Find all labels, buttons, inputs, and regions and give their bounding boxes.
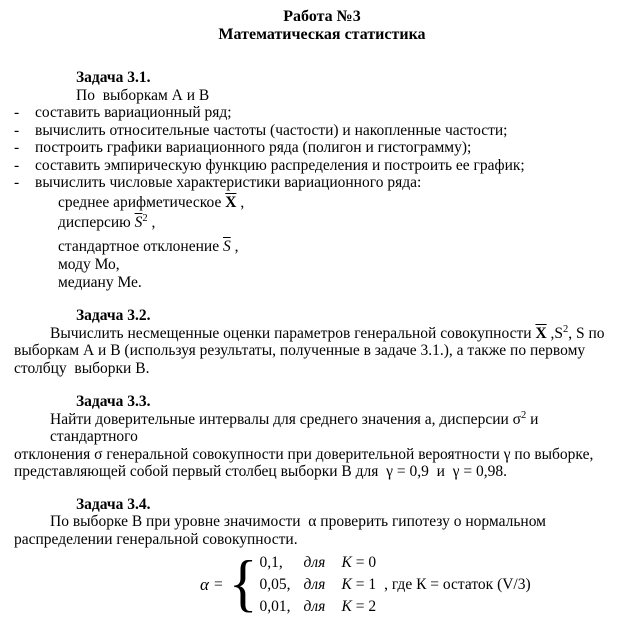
bullet-dash: - <box>14 139 20 156</box>
paragraph-line: представляющей собой первый столбец выборки В для γ = 0,9 и γ = 0,98. <box>14 463 507 480</box>
bullet-item <box>14 122 630 140</box>
formula-cases <box>260 552 377 618</box>
case-keyword: для <box>303 598 326 615</box>
numeric-characteristics-list <box>58 192 630 292</box>
bullet-text: вычислить числовые характеристики вариационного ряда: <box>35 174 422 191</box>
spacer <box>14 43 630 69</box>
bullet-text: составить вариационный ряд; <box>35 104 232 121</box>
paragraph-line: отклонения σ генеральной совокупности при доверительной вероятности γ по выборке, <box>14 445 594 463</box>
document-title-line1: Работа №3 <box>283 8 361 25</box>
bullet-item <box>14 157 630 175</box>
paragraph-line: выборкам А и В (используя результаты, полученные в задаче 3.1.), а также по первому <box>14 342 586 359</box>
formula-case-row <box>260 552 377 574</box>
left-curly-brace: { <box>228 548 258 618</box>
superscript: 2 <box>521 409 527 421</box>
characteristic-line <box>58 192 630 212</box>
paragraph-line <box>50 411 630 446</box>
superscript: 2 <box>563 323 569 335</box>
characteristic-label: дисперсию <box>58 214 135 231</box>
characteristic-label: среднее арифметическое <box>58 193 226 211</box>
superscript: 2 <box>142 213 148 224</box>
task-3-2-paragraph <box>14 325 630 378</box>
task-3-3-heading: Задача 3.3. <box>76 393 151 410</box>
bullet-dash: - <box>14 156 20 174</box>
paragraph-line: столбцу выборки В. <box>14 359 150 377</box>
bullet-text: составить эмпирическую функцию распределения и построить ее график; <box>35 156 525 174</box>
case-keyword: для <box>303 576 326 593</box>
stddev-symbol: $\overline{S}$ <box>222 237 231 255</box>
document-title-line2: Математическая статистика <box>218 25 426 43</box>
alpha-cases-formula <box>200 548 630 618</box>
task-3-4-paragraph <box>14 513 630 548</box>
characteristic-line <box>58 236 630 257</box>
case-variable: K <box>341 598 352 615</box>
formula-case-row <box>260 574 377 596</box>
bullet-item <box>14 139 630 157</box>
case-condition: = 1 <box>351 576 377 593</box>
case-keyword: для <box>303 554 326 571</box>
paragraph-text: , S по <box>568 324 605 342</box>
characteristic-tail: , <box>230 237 239 255</box>
bullet-item <box>14 174 630 192</box>
case-variable: K <box>341 576 352 593</box>
characteristic-line <box>58 274 630 292</box>
task-3-1-bullet-list <box>14 104 630 192</box>
characteristic-label: стандартное отклонение <box>58 237 223 255</box>
mean-symbol: $\overline{X}$ <box>535 324 547 342</box>
paragraph-line <box>50 325 630 343</box>
sigma-symbol: σ <box>512 410 522 428</box>
characteristic-line <box>58 256 630 274</box>
paragraph-text: Вычислить несмещенные оценки параметров генеральной совокупности <box>50 324 536 342</box>
formula-case-row <box>260 596 377 618</box>
case-value: 0,01, <box>259 598 291 615</box>
characteristic-tail: , <box>236 193 245 211</box>
characteristic-label: моду Мо, <box>58 256 120 273</box>
task-3-1-intro: По выборкам А и В <box>76 86 210 104</box>
paragraph-text: и стандартного <box>50 410 543 445</box>
case-value: 0,1, <box>259 554 283 571</box>
variance-symbol: $\overline{S}$ <box>134 214 143 231</box>
formula-remainder-note: , где К = остаток (V/3) <box>384 576 531 594</box>
characteristic-tail: , <box>147 214 156 231</box>
mean-symbol: $\overline{X}$ <box>225 193 237 211</box>
bullet-text: вычислить относительные частоты (частости) и накопленные частости; <box>35 121 508 139</box>
case-condition: = 0 <box>351 554 377 571</box>
case-condition: = 2 <box>351 598 377 615</box>
paragraph-line: распределении генеральной совокупности. <box>14 530 298 548</box>
case-value: 0,05, <box>259 576 291 593</box>
task-3-1-heading: Задача 3.1. <box>76 69 151 86</box>
bullet-dash: - <box>14 174 20 191</box>
bullet-dash: - <box>14 121 20 139</box>
bullet-item <box>14 104 630 122</box>
paragraph-line: По выборке В при уровне значимости α проверить гипотезу о нормальном <box>50 513 546 530</box>
characteristic-line <box>58 211 630 236</box>
bullet-text: построить графики вариационного ряда (полигон и гистограмму); <box>35 139 472 156</box>
task-3-4-heading: Задача 3.4. <box>76 495 151 513</box>
task-3-3-paragraph <box>14 411 630 481</box>
paragraph-text: ,S <box>546 324 564 342</box>
equals-sign: = <box>213 576 223 594</box>
alpha-symbol: α <box>200 575 209 595</box>
bullet-dash: - <box>14 104 20 121</box>
case-variable: K <box>341 554 352 571</box>
characteristic-label: медиану Ме. <box>58 273 142 291</box>
task-3-2-heading: Задача 3.2. <box>76 307 151 324</box>
paragraph-text: Найти доверительные интервалы для среднего значения а, дисперсии <box>50 410 513 428</box>
